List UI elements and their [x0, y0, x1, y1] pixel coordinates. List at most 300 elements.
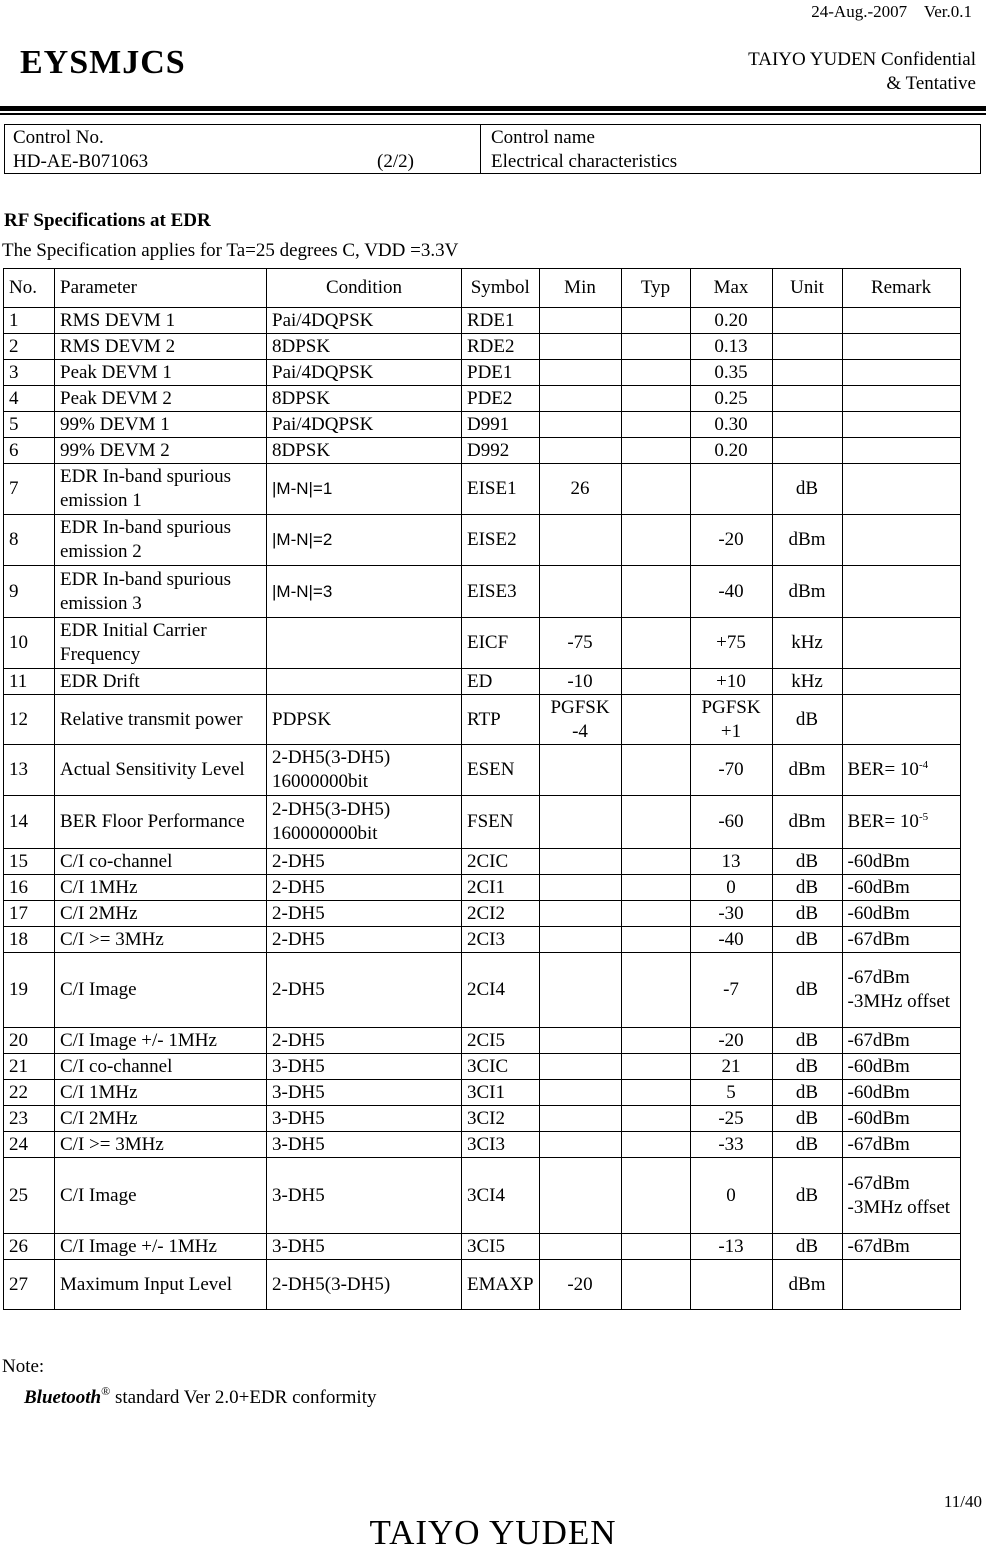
cell-typ	[621, 695, 690, 745]
cell-parameter: 99% DEVM 2	[55, 438, 267, 464]
header-condition: Condition	[267, 269, 462, 308]
cell-unit	[772, 438, 842, 464]
table-row	[4, 515, 961, 566]
cell-condition	[267, 669, 462, 695]
cell-max: -33	[690, 1132, 772, 1158]
cell-remark	[842, 745, 960, 796]
cell-condition: 2-DH5	[267, 1028, 462, 1054]
cell-unit: dB	[772, 1080, 842, 1106]
cell-max: 0.25	[690, 386, 772, 412]
cell-remark: -67dBm -3MHz offset	[842, 1158, 960, 1234]
page-number: 11/40	[943, 1492, 982, 1511]
cell-max: -60	[690, 796, 772, 849]
cell-symbol: ED	[462, 669, 540, 695]
cell-remark	[842, 566, 960, 618]
header-no: No.	[4, 269, 55, 308]
cell-max: 0.30	[690, 412, 772, 438]
cell-min	[539, 875, 621, 901]
cell-unit: dB	[772, 1132, 842, 1158]
cell-typ	[621, 953, 690, 1028]
header-remark: Remark	[842, 269, 960, 308]
cell-parameter: RMS DEVM 2	[55, 334, 267, 360]
cell-condition: 3-DH5	[267, 1158, 462, 1234]
cell-no: 8	[4, 515, 55, 566]
remark-text: BER= 10	[847, 759, 919, 780]
cell-max: 0.35	[690, 360, 772, 386]
cell-symbol: 2CI1	[462, 875, 540, 901]
cell-min	[539, 438, 621, 464]
cell-min	[539, 745, 621, 796]
table-row	[4, 412, 961, 438]
cell-symbol: PDE2	[462, 386, 540, 412]
cell-symbol: D992	[462, 438, 540, 464]
cell-unit: dB	[772, 927, 842, 953]
cell-no: 24	[4, 1132, 55, 1158]
cell-symbol: EISE3	[462, 566, 540, 618]
cell-no: 9	[4, 566, 55, 618]
cell-symbol: RDE1	[462, 308, 540, 334]
table-row	[4, 1234, 961, 1260]
cell-condition: Pai/4DQPSK	[267, 360, 462, 386]
cell-min: -20	[539, 1260, 621, 1310]
table-row	[4, 618, 961, 669]
cell-remark	[842, 1260, 960, 1310]
cell-max: 21	[690, 1054, 772, 1080]
cell-parameter: EDR Initial Carrier Frequency	[55, 618, 267, 669]
cell-no: 6	[4, 438, 55, 464]
cell-min	[539, 1234, 621, 1260]
registered-mark: ®	[101, 1384, 111, 1398]
confidential-line1: TAIYO YUDEN Confidential	[748, 49, 976, 70]
cell-parameter: C/I Image	[55, 953, 267, 1028]
cell-parameter: Actual Sensitivity Level	[55, 745, 267, 796]
cell-unit: dBm	[772, 1260, 842, 1310]
cell-max: -30	[690, 901, 772, 927]
cell-condition: 3-DH5	[267, 1106, 462, 1132]
confidential-notice	[748, 48, 976, 96]
table-row	[4, 308, 961, 334]
control-page-part: (2/2)	[377, 151, 414, 172]
table-row	[4, 386, 961, 412]
cell-no: 7	[4, 464, 55, 515]
cell-unit	[772, 386, 842, 412]
cell-unit	[772, 360, 842, 386]
cell-condition: Pai/4DQPSK	[267, 412, 462, 438]
cell-unit: dBm	[772, 515, 842, 566]
cell-symbol: 3CIC	[462, 1054, 540, 1080]
cell-max: PGFSK +1	[690, 695, 772, 745]
cell-typ	[621, 669, 690, 695]
cell-remark	[842, 464, 960, 515]
cell-max: -40	[690, 566, 772, 618]
cell-parameter: C/I Image +/- 1MHz	[55, 1234, 267, 1260]
cell-symbol: 2CI4	[462, 953, 540, 1028]
table-row	[4, 1158, 961, 1234]
table-row	[4, 875, 961, 901]
cell-condition: 8DPSK	[267, 438, 462, 464]
cell-min	[539, 412, 621, 438]
cell-symbol: PDE1	[462, 360, 540, 386]
cell-typ	[621, 875, 690, 901]
cell-unit	[772, 412, 842, 438]
table-row	[4, 566, 961, 618]
cell-condition: |M-N|=1	[267, 464, 462, 515]
cell-max: +75	[690, 618, 772, 669]
cell-min	[539, 953, 621, 1028]
cell-min	[539, 1158, 621, 1234]
rf-spec-table	[3, 268, 961, 1310]
cell-typ	[621, 1132, 690, 1158]
cell-no: 23	[4, 1106, 55, 1132]
cell-typ	[621, 1080, 690, 1106]
cell-min: -10	[539, 669, 621, 695]
cell-symbol: EISE1	[462, 464, 540, 515]
cell-symbol: 3CI2	[462, 1106, 540, 1132]
cell-no: 21	[4, 1054, 55, 1080]
cell-unit: dB	[772, 875, 842, 901]
control-no-cell	[5, 125, 481, 173]
cell-unit	[772, 308, 842, 334]
cell-typ	[621, 1054, 690, 1080]
cell-no: 15	[4, 849, 55, 875]
cell-typ	[621, 464, 690, 515]
doc-version: Ver.0.1	[923, 2, 972, 21]
cell-max: -20	[690, 1028, 772, 1054]
cell-remark: -67dBm	[842, 1234, 960, 1260]
spec-condition-line: The Specification applies for Ta=25 degrees C, VDD =3.3V	[2, 240, 459, 261]
cell-min	[539, 566, 621, 618]
cell-parameter: C/I Image +/- 1MHz	[55, 1028, 267, 1054]
cell-min	[539, 1106, 621, 1132]
cell-condition: 2-DH5	[267, 875, 462, 901]
cell-parameter: Peak DEVM 1	[55, 360, 267, 386]
cell-no: 27	[4, 1260, 55, 1310]
cell-typ	[621, 1106, 690, 1132]
cell-typ	[621, 360, 690, 386]
cell-max: 5	[690, 1080, 772, 1106]
cell-max	[690, 464, 772, 515]
cell-unit	[772, 334, 842, 360]
table-row	[4, 1132, 961, 1158]
cell-unit: dB	[772, 901, 842, 927]
cell-no: 22	[4, 1080, 55, 1106]
cell-no: 4	[4, 386, 55, 412]
cell-unit: dB	[772, 695, 842, 745]
cell-no: 5	[4, 412, 55, 438]
header-unit: Unit	[772, 269, 842, 308]
cell-condition: |M-N|=2	[267, 515, 462, 566]
cell-min	[539, 849, 621, 875]
cell-unit: kHz	[772, 618, 842, 669]
cell-unit: dB	[772, 1106, 842, 1132]
cell-symbol: 3CI1	[462, 1080, 540, 1106]
cell-min	[539, 386, 621, 412]
cell-condition: 2-DH5(3-DH5) 160000000bit	[267, 796, 462, 849]
cell-unit: dB	[772, 849, 842, 875]
cell-typ	[621, 308, 690, 334]
cell-min	[539, 1028, 621, 1054]
cell-symbol: EICF	[462, 618, 540, 669]
cell-typ	[621, 796, 690, 849]
cell-parameter: C/I 1MHz	[55, 1080, 267, 1106]
cell-condition: 3-DH5	[267, 1054, 462, 1080]
cell-no: 19	[4, 953, 55, 1028]
cell-condition: 2-DH5	[267, 953, 462, 1028]
cell-typ	[621, 618, 690, 669]
cell-max: 0.20	[690, 308, 772, 334]
cell-condition: 2-DH5	[267, 927, 462, 953]
cell-parameter: C/I 2MHz	[55, 1106, 267, 1132]
cell-remark	[842, 308, 960, 334]
cell-remark	[842, 360, 960, 386]
cell-min	[539, 901, 621, 927]
cell-typ	[621, 412, 690, 438]
cell-remark	[842, 669, 960, 695]
cell-max: +10	[690, 669, 772, 695]
cell-parameter: Maximum Input Level	[55, 1260, 267, 1310]
cell-unit: dBm	[772, 796, 842, 849]
cell-max: -40	[690, 927, 772, 953]
table-row	[4, 745, 961, 796]
cell-remark	[842, 386, 960, 412]
cell-min	[539, 515, 621, 566]
cell-no: 16	[4, 875, 55, 901]
cell-max: 13	[690, 849, 772, 875]
cell-parameter: RMS DEVM 1	[55, 308, 267, 334]
cell-unit: dB	[772, 1234, 842, 1260]
header-rule-thin	[0, 113, 986, 115]
cell-symbol: ESEN	[462, 745, 540, 796]
cell-unit: kHz	[772, 669, 842, 695]
cell-typ	[621, 927, 690, 953]
cell-no: 12	[4, 695, 55, 745]
cell-max: -25	[690, 1106, 772, 1132]
table-row	[4, 360, 961, 386]
cell-min	[539, 334, 621, 360]
cell-condition: 3-DH5	[267, 1132, 462, 1158]
cell-condition: 2-DH5(3-DH5)	[267, 1260, 462, 1310]
cell-max	[690, 1260, 772, 1310]
table-body	[4, 308, 961, 1310]
cell-min	[539, 1080, 621, 1106]
table-row	[4, 669, 961, 695]
cell-max: 0	[690, 875, 772, 901]
header-rule-thick	[0, 106, 986, 111]
table-row	[4, 1054, 961, 1080]
cell-condition	[267, 618, 462, 669]
table-row	[4, 953, 961, 1028]
cell-remark	[842, 438, 960, 464]
cell-symbol: RTP	[462, 695, 540, 745]
table-row	[4, 849, 961, 875]
cell-min	[539, 308, 621, 334]
cell-parameter: C/I Image	[55, 1158, 267, 1234]
cell-remark: -60dBm	[842, 875, 960, 901]
cell-remark	[842, 334, 960, 360]
cell-min	[539, 360, 621, 386]
cell-typ	[621, 1260, 690, 1310]
cell-min	[539, 1132, 621, 1158]
table-row	[4, 927, 961, 953]
cell-parameter: EDR In-band spurious emission 3	[55, 566, 267, 618]
cell-no: 14	[4, 796, 55, 849]
table-row	[4, 334, 961, 360]
cell-min	[539, 796, 621, 849]
cell-max: 0.13	[690, 334, 772, 360]
table-row	[4, 796, 961, 849]
cell-unit: dB	[772, 464, 842, 515]
control-box	[4, 124, 981, 174]
cell-symbol: 3CI3	[462, 1132, 540, 1158]
table-row	[4, 901, 961, 927]
doc-code-logo: EYSMJCS	[20, 44, 186, 81]
note-body: standard Ver 2.0+EDR conformity	[110, 1387, 377, 1408]
cell-typ	[621, 1158, 690, 1234]
cell-condition: 8DPSK	[267, 334, 462, 360]
cell-typ	[621, 745, 690, 796]
cell-condition: 8DPSK	[267, 386, 462, 412]
cell-unit: dBm	[772, 745, 842, 796]
control-no-label: Control No.	[13, 127, 104, 148]
cell-remark: -60dBm	[842, 849, 960, 875]
note-label: Note:	[2, 1356, 45, 1377]
cell-max: -13	[690, 1234, 772, 1260]
cell-typ	[621, 515, 690, 566]
control-name-label: Control name	[491, 127, 595, 148]
remark-exponent: -4	[918, 759, 929, 771]
cell-typ	[621, 901, 690, 927]
cell-unit: dBm	[772, 566, 842, 618]
cell-parameter: Peak DEVM 2	[55, 386, 267, 412]
cell-symbol: 2CI2	[462, 901, 540, 927]
table-row	[4, 1028, 961, 1054]
cell-remark	[842, 796, 960, 849]
cell-parameter: EDR Drift	[55, 669, 267, 695]
cell-no: 18	[4, 927, 55, 953]
control-no-value: HD-AE-B071063	[13, 151, 149, 172]
cell-condition: Pai/4DQPSK	[267, 308, 462, 334]
cell-unit: dB	[772, 1158, 842, 1234]
cell-typ	[621, 438, 690, 464]
header-symbol: Symbol	[462, 269, 540, 308]
remark-text: BER= 10	[847, 811, 919, 832]
cell-condition: 2-DH5	[267, 901, 462, 927]
table-row	[4, 1260, 961, 1310]
cell-symbol: 2CIC	[462, 849, 540, 875]
cell-min	[539, 1054, 621, 1080]
note-text	[24, 1384, 377, 1409]
cell-parameter: C/I 1MHz	[55, 875, 267, 901]
cell-condition: PDPSK	[267, 695, 462, 745]
control-name-value: Electrical characteristics	[491, 151, 678, 172]
cell-typ	[621, 849, 690, 875]
cell-min	[539, 927, 621, 953]
cell-no: 1	[4, 308, 55, 334]
cell-remark: -67dBm	[842, 1132, 960, 1158]
cell-typ	[621, 1234, 690, 1260]
date-version	[811, 2, 972, 22]
cell-parameter: 99% DEVM 1	[55, 412, 267, 438]
cell-parameter: C/I co-channel	[55, 1054, 267, 1080]
cell-min: 26	[539, 464, 621, 515]
header-min: Min	[539, 269, 621, 308]
cell-remark: -67dBm	[842, 927, 960, 953]
table-row	[4, 1106, 961, 1132]
table-row	[4, 464, 961, 515]
section-title: RF Specifications at EDR	[4, 210, 211, 231]
cell-remark	[842, 515, 960, 566]
cell-max: 0	[690, 1158, 772, 1234]
cell-no: 17	[4, 901, 55, 927]
cell-condition: |M-N|=3	[267, 566, 462, 618]
cell-typ	[621, 334, 690, 360]
cell-max: -7	[690, 953, 772, 1028]
cell-parameter: C/I >= 3MHz	[55, 1132, 267, 1158]
cell-max: -70	[690, 745, 772, 796]
table-header-row	[4, 269, 961, 308]
header-max: Max	[690, 269, 772, 308]
cell-parameter: C/I co-channel	[55, 849, 267, 875]
cell-symbol: D991	[462, 412, 540, 438]
table-row	[4, 438, 961, 464]
cell-symbol: EISE2	[462, 515, 540, 566]
cell-max: -20	[690, 515, 772, 566]
header-typ: Typ	[621, 269, 690, 308]
cell-parameter: BER Floor Performance	[55, 796, 267, 849]
cell-remark: -60dBm	[842, 1106, 960, 1132]
cell-remark: -67dBm	[842, 1028, 960, 1054]
confidential-line2: & Tentative	[886, 73, 976, 94]
cell-no: 2	[4, 334, 55, 360]
cell-no: 3	[4, 360, 55, 386]
cell-no: 13	[4, 745, 55, 796]
cell-parameter: EDR In-band spurious emission 1	[55, 464, 267, 515]
cell-no: 10	[4, 618, 55, 669]
footer-company: TAIYO YUDEN	[369, 1513, 617, 1552]
cell-typ	[621, 566, 690, 618]
cell-unit: dB	[772, 1028, 842, 1054]
cell-parameter: C/I 2MHz	[55, 901, 267, 927]
cell-condition: 3-DH5	[267, 1080, 462, 1106]
table-row	[4, 1080, 961, 1106]
cell-parameter: Relative transmit power	[55, 695, 267, 745]
remark-exponent: -5	[918, 811, 929, 823]
cell-remark	[842, 695, 960, 745]
cell-no: 11	[4, 669, 55, 695]
cell-symbol: 2CI5	[462, 1028, 540, 1054]
cell-remark: -60dBm	[842, 1054, 960, 1080]
cell-unit: dB	[772, 1054, 842, 1080]
cell-min: -75	[539, 618, 621, 669]
cell-unit: dB	[772, 953, 842, 1028]
doc-date: 24-Aug.-2007	[811, 2, 908, 21]
cell-remark: -67dBm -3MHz offset	[842, 953, 960, 1028]
cell-remark	[842, 412, 960, 438]
cell-remark	[842, 618, 960, 669]
table-row	[4, 695, 961, 745]
note-brand: Bluetooth	[24, 1387, 102, 1408]
cell-remark: -60dBm	[842, 901, 960, 927]
cell-typ	[621, 386, 690, 412]
cell-symbol: RDE2	[462, 334, 540, 360]
cell-min: PGFSK -4	[539, 695, 621, 745]
cell-symbol: 3CI4	[462, 1158, 540, 1234]
cell-no: 26	[4, 1234, 55, 1260]
cell-no: 25	[4, 1158, 55, 1234]
cell-typ	[621, 1028, 690, 1054]
header-parameter: Parameter	[55, 269, 267, 308]
cell-remark: -60dBm	[842, 1080, 960, 1106]
